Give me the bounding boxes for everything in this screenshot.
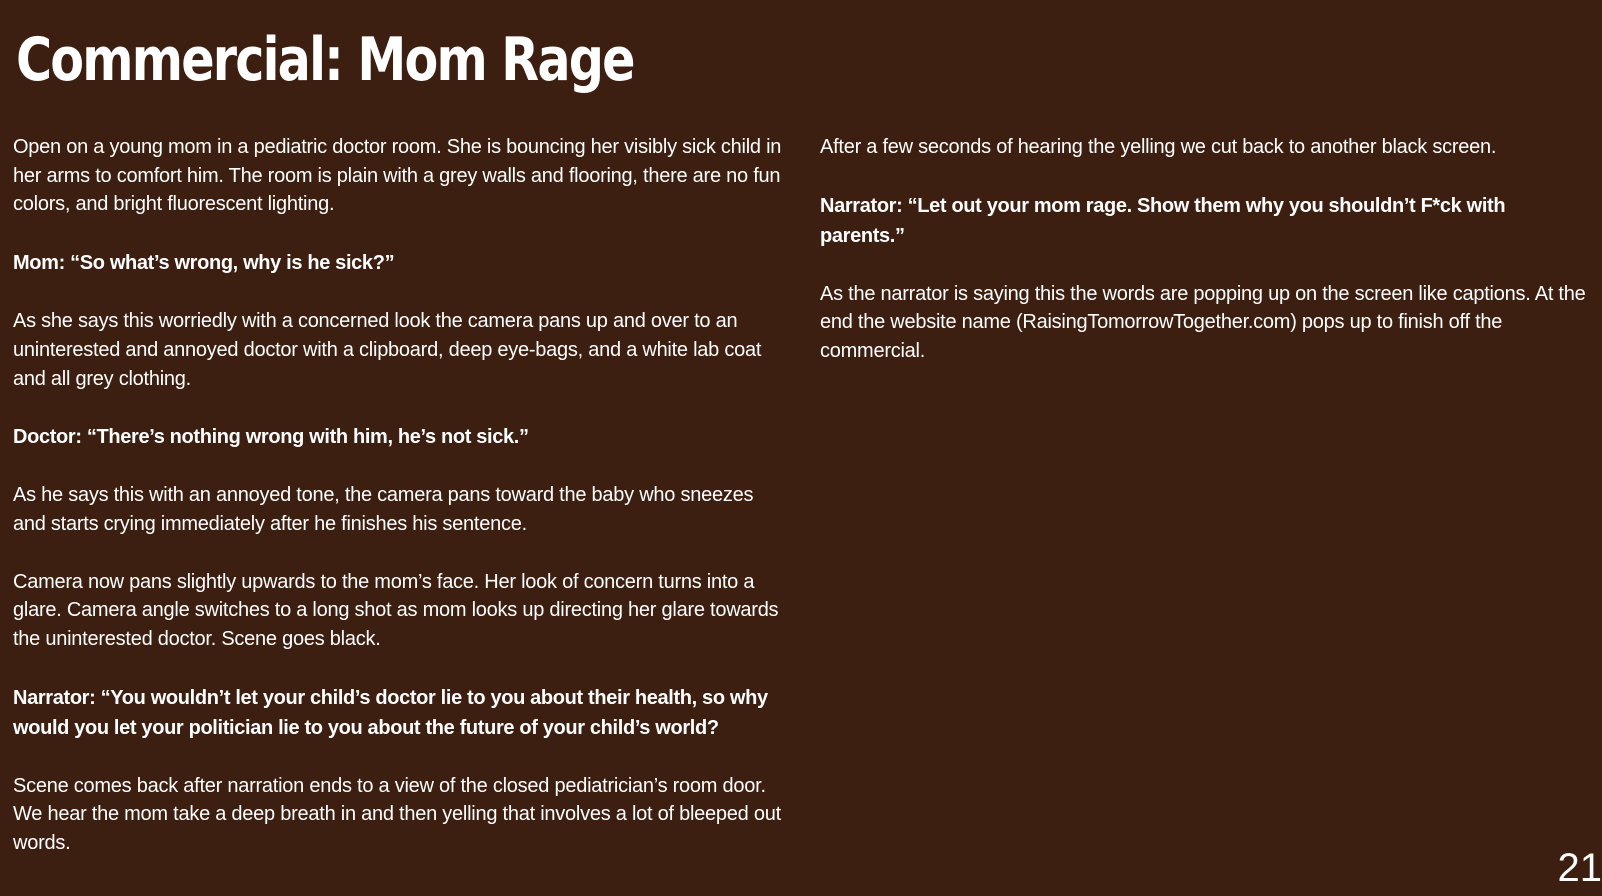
dialogue-doctor: Doctor: “There’s nothing wrong with him, he’s not sick.” <box>13 426 529 449</box>
paragraph-mom-glare: Camera now pans slightly upwards to the mom’s face. Her look of concern turns into a glare. Camera angle switches to a long shot as mom looks up directing her glare towards the uninterested doctor. Scene goes black. <box>13 570 779 651</box>
dialogue-narrator-1: Narrator: “You wouldn’t let your child’s doctor lie to you about their health, so why would you let your politician lie to you about the future of your child’s world? <box>13 686 768 739</box>
paragraph-captions-website: As the narrator is saying this the words are popping up on the screen like captions. At the end the website name (RaisingTomorrowTogether.com) pops up to finish off the commercial. <box>820 282 1586 363</box>
page-number: 21 <box>1557 846 1602 890</box>
left-column <box>13 133 785 887</box>
right-column <box>820 133 1592 395</box>
paragraph-door-yelling: Scene comes back after narration ends to a view of the closed pediatrician’s room door. We hear the mom take a deep breath in and then yelling that involves a lot of bleeped out words. <box>13 774 781 855</box>
paragraph-baby-sneezes: As he says this with an annoyed tone, the camera pans toward the baby who sneezes and starts crying immediately after he finishes his sentence. <box>13 484 754 535</box>
slide-title: Commercial: Mom Rage <box>16 25 634 95</box>
dialogue-mom: Mom: “So what’s wrong, why is he sick?” <box>13 252 395 275</box>
paragraph-camera-pans-doctor: As she says this worriedly with a concerned look the camera pans up and over to an uninterested and annoyed doctor with a clipboard, deep eye-bags, and a white lab coat and all grey clothing. <box>13 310 762 390</box>
dialogue-narrator-2: Narrator: “Let out your mom rage. Show them why you shouldn’t F*ck with parents.” <box>820 194 1506 247</box>
paragraph-cut-black: After a few seconds of hearing the yelling we cut back to another black screen. <box>820 136 1497 158</box>
paragraph-opening: Open on a young mom in a pediatric doctor room. She is bouncing her visibly sick child in her arms to comfort him. The room is plain with a grey walls and flooring, there are no fun colors, and bright fluorescent lighting. <box>13 136 782 216</box>
